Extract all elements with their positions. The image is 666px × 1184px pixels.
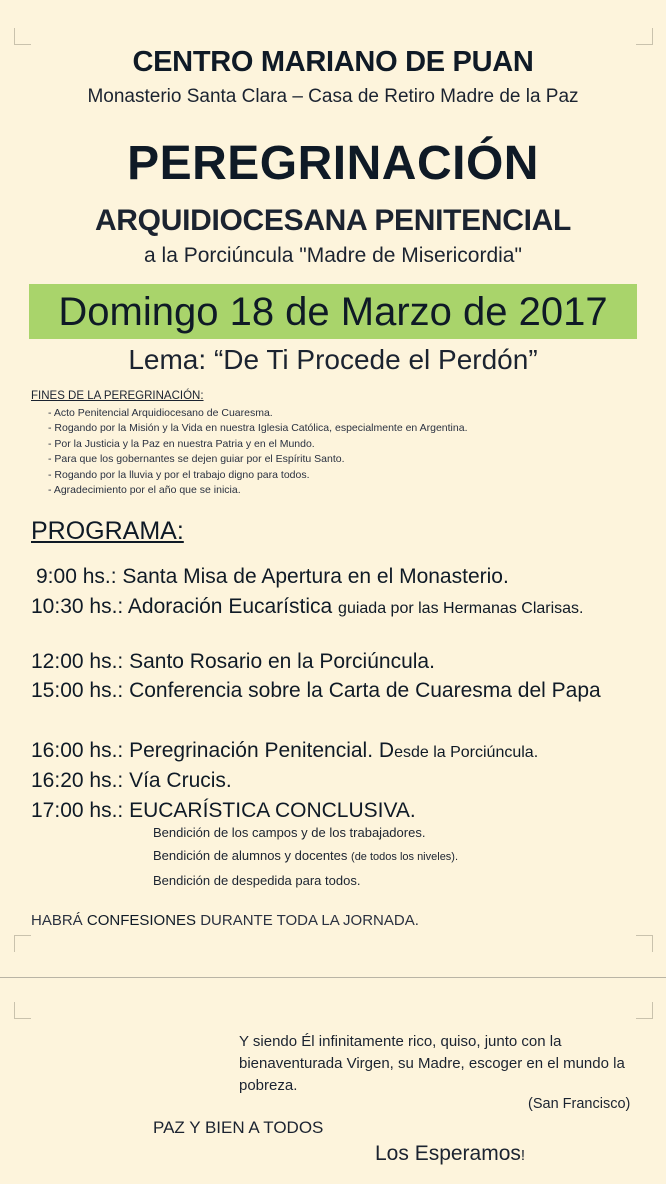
schedule-text: EUCARÍSTICA CONCLUSIVA. [129, 799, 416, 822]
crop-mark-mid-left [14, 935, 31, 952]
confesiones-post: DURANTE TODA LA JORNADA. [196, 912, 419, 929]
blessing-item [153, 873, 360, 888]
quote-attribution: (San Francisco) [528, 1096, 631, 1112]
schedule-time: 16:20 hs.: [31, 769, 124, 792]
blessing-item [153, 848, 458, 863]
schedule-item [31, 766, 638, 795]
schedule-time: 16:00 hs.: [31, 739, 124, 762]
schedule-time: 12:00 hs.: [31, 650, 124, 673]
crop-mark-low-right [636, 1002, 653, 1019]
crop-mark-mid-right [636, 935, 653, 952]
schedule-item [36, 562, 643, 591]
schedule-item [31, 736, 638, 767]
fines-item: - Para que los gobernantes se dejen guiar por el Espíritu Santo. [48, 452, 467, 467]
event-title: PEREGRINACIÓN [127, 137, 539, 190]
schedule-text: Santo Rosario en la Porciúncula. [129, 650, 435, 673]
lema-label: Lema: [128, 344, 207, 375]
blessing-text: Bendición de despedida para todos. [153, 873, 361, 888]
fines-item: - Rogando por la lluvia y por el trabajo digno para todos. [48, 468, 467, 483]
fines-item: - Acto Penitencial Arquidiocesano de Cuaresma. [48, 406, 467, 421]
fines-item: - Agradecimiento por el año que se inicia. [48, 483, 467, 498]
schedule-time: 15:00 hs.: [31, 679, 124, 702]
greeting: PAZ Y BIEN A TODOS [153, 1118, 324, 1137]
schedule-time: 9:00 hs.: [36, 565, 117, 588]
event-date: Domingo 18 de Marzo de 2017 [58, 290, 608, 334]
organization-name: CENTRO MARIANO DE PUAN [132, 46, 534, 78]
blessing-item [153, 825, 425, 840]
schedule-extra: esde la Porciúncula. [394, 744, 539, 761]
closing [375, 1142, 525, 1166]
schedule-text: Peregrinación Penitencial. D [129, 739, 395, 762]
confesiones-bold: CONFESIONES [86, 912, 197, 929]
date-banner [29, 284, 637, 339]
schedule-extra: guiada por las Hermanas Clarisas. [338, 600, 584, 617]
confesiones-note [31, 912, 419, 929]
lema-text: “De Ti Procede el Perdón” [213, 344, 538, 375]
crop-mark-top-right [636, 28, 653, 45]
schedule-text: Santa Misa de Apertura en el Monasterio. [122, 565, 509, 588]
event-destination: a la Porciúncula "Madre de Misericordia" [144, 244, 522, 267]
schedule-item [31, 647, 638, 676]
lema [0, 344, 666, 376]
confesiones-pre: HABRÁ [31, 912, 87, 929]
blessing-text: Bendición de los campos y de los trabajadores. [153, 825, 426, 840]
fines-list [48, 406, 467, 498]
fines-title: FINES DE LA PEREGRINACIÓN: [31, 390, 204, 402]
closing-mark: ! [520, 1147, 526, 1164]
organization-subtitle: Monasterio Santa Clara – Casa de Retiro Madre de la Paz [87, 86, 579, 107]
schedule-time: 17:00 hs.: [31, 799, 124, 822]
blessing-note: (de todos los niveles). [351, 851, 459, 863]
closing-text: Los Esperamos [375, 1142, 521, 1165]
schedule-text: Vía Crucis. [129, 769, 232, 792]
fines-item: - Rogando por la Misión y la Vida en nuestra Iglesia Católica, especialmente en Argentina. [48, 421, 467, 436]
san-francisco-quote: Y siendo Él infinitamente rico, quiso, junto con la bienaventurada Virgen, su Madre, escoger en el mundo la pobreza. [239, 1033, 625, 1094]
programa-title: PROGRAMA: [31, 517, 184, 545]
schedule-time: 10:30 hs.: [31, 595, 124, 618]
schedule-item [31, 676, 638, 705]
fines-item: - Por la Justicia y la Paz en nuestra Patria y en el Mundo. [48, 437, 467, 452]
event-subtitle: ARQUIDIOCESANA PENITENCIAL [94, 204, 572, 237]
schedule-text: Conferencia sobre la Carta de Cuaresma del Papa [129, 679, 601, 702]
schedule-item [31, 592, 638, 623]
blessing-text: Bendición de alumnos y docentes [153, 848, 348, 863]
schedule-item [31, 796, 638, 825]
crop-mark-low-left [14, 1002, 31, 1019]
divider [0, 977, 666, 978]
schedule-text: Adoración Eucarística [127, 595, 333, 618]
crop-mark-top-left [14, 28, 31, 45]
